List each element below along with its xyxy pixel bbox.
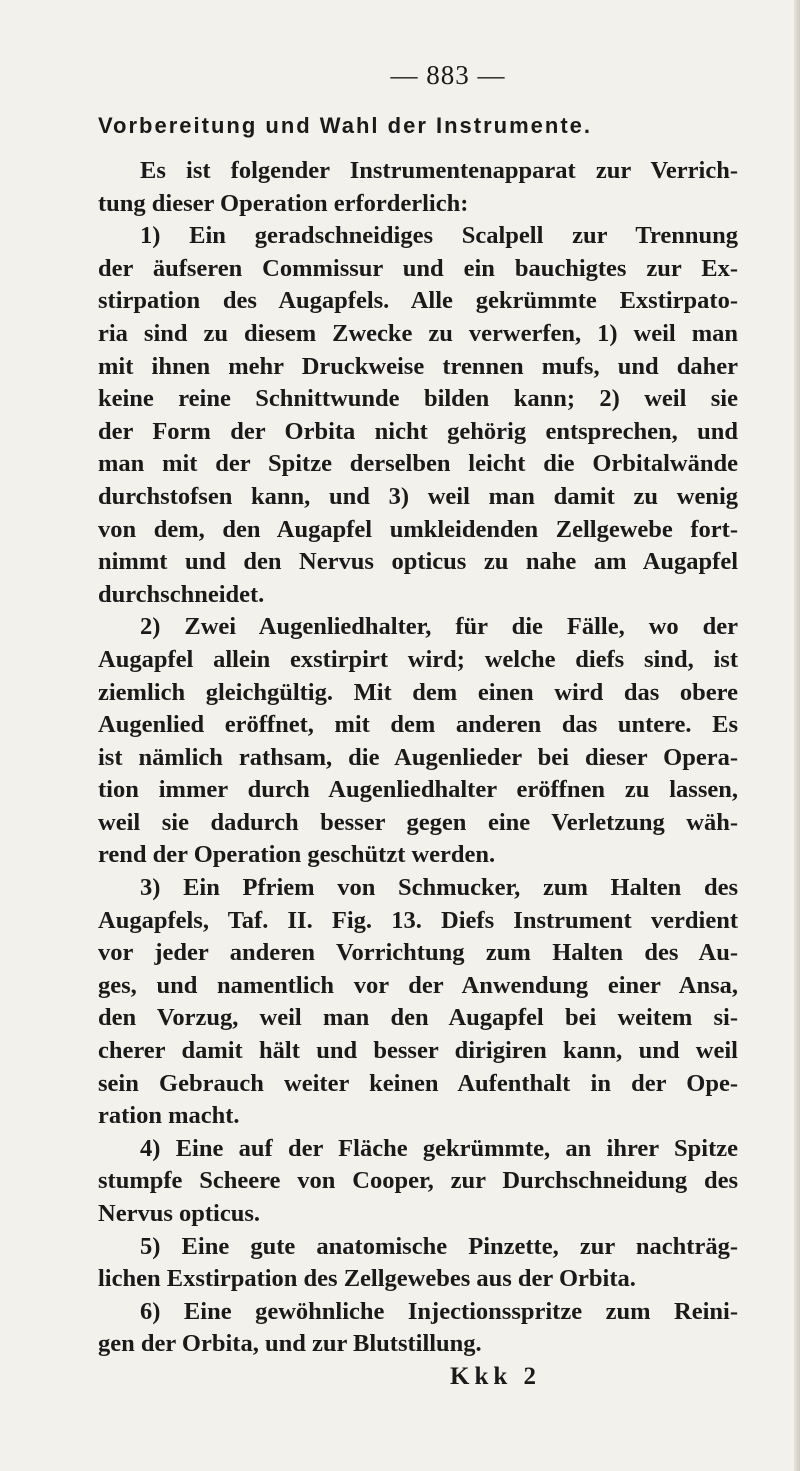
- text-line: sein Gebrauch weiter keinen Aufenthalt in der Ope-: [98, 1069, 738, 1097]
- section-heading: Vorbereitung und Wahl der Instrumente.: [98, 113, 593, 138]
- book-page: [98, 60, 738, 1391]
- text-line: mit ihnen mehr Druckweise trennen mufs, und daher: [98, 352, 738, 380]
- text-line: keine reine Schnittwunde bilden kann; 2) weil sie: [98, 385, 738, 413]
- text-line: der äufseren Commissur und ein bauchigtes zur Ex-: [98, 254, 738, 282]
- text-line: Es ist folgender Instrumentenapparat zur Verrich-: [140, 157, 738, 184]
- printer-signature: Kkk 2: [450, 1362, 542, 1390]
- text-line: ist nämlich rathsam, die Augenlieder bei dieser Opera-: [98, 743, 738, 771]
- text-line: den Vorzug, weil man den Augapfel bei weitem si-: [98, 1004, 738, 1032]
- text-line: tung dieser Operation erforderlich:: [98, 189, 469, 217]
- text-line: man mit der Spitze derselben leicht die Orbitalwände: [98, 450, 738, 478]
- text-line: vor jeder anderen Vorrichtung zum Halten des Au-: [98, 939, 738, 967]
- text-line: Augapfel allein exstirpirt wird; welche diefs sind, ist: [98, 645, 738, 673]
- text-line: stirpation des Augapfels. Alle gekrümmte Exstirpato-: [98, 287, 738, 315]
- text-line: Nervus opticus.: [98, 1200, 260, 1227]
- text-line: gen der Orbita, und zur Blutstillung.: [98, 1330, 482, 1358]
- text-line: durchschneidet.: [98, 580, 265, 608]
- text-line: 1) Ein geradschneidiges Scalpell zur Trennung: [140, 222, 738, 250]
- text-line: ges, und namentlich vor der Anwendung einer Ansa,: [98, 971, 738, 999]
- text-line: rend der Operation geschützt werden.: [98, 841, 496, 869]
- text-line: tion immer durch Augenliedhalter eröffnen zu lassen,: [98, 776, 738, 804]
- text-line: 2) Zwei Augenliedhalter, für die Fälle, wo der: [140, 613, 738, 641]
- text-line: stumpfe Scheere von Cooper, zur Durchschneidung des: [98, 1167, 738, 1195]
- text-line: 6) Eine gewöhnliche Injectionsspritze zum Reini-: [140, 1297, 738, 1325]
- text-line: der Form der Orbita nicht gehörig entsprechen, und: [98, 417, 738, 445]
- text-line: 4) Eine auf der Fläche gekrümmte, an ihrer Spitze: [140, 1134, 738, 1162]
- text-line: 5) Eine gute anatomische Pinzette, zur nachträg-: [140, 1232, 738, 1260]
- text-line: 3) Ein Pfriem von Schmucker, zum Halten des: [140, 874, 738, 902]
- text-line: von dem, den Augapfel umkleidenden Zellgewebe fort-: [98, 515, 738, 543]
- text-line: Augapfels, Taf. II. Fig. 13. Diefs Instrument verdient: [98, 906, 738, 934]
- text-line: cherer damit hält und besser dirigiren kann, und weil: [98, 1037, 738, 1065]
- text-line: lichen Exstirpation des Zellgewebes aus der Orbita.: [98, 1265, 636, 1293]
- text-line: ration macht.: [98, 1102, 240, 1130]
- body-text: [98, 155, 738, 1361]
- text-line: weil sie dadurch besser gegen eine Verletzung wäh-: [98, 808, 738, 836]
- text-line: nimmt und den Nervus opticus zu nahe am Augapfel: [98, 548, 738, 576]
- page-number: — 883 —: [390, 60, 506, 90]
- text-line: ria sind zu diesem Zwecke zu verwerfen, 1) weil man: [98, 319, 738, 347]
- text-line: ziemlich gleichgültig. Mit dem einen wird das obere: [98, 678, 738, 706]
- text-line: Augenlied eröffnet, mit dem anderen das untere. Es: [98, 711, 738, 739]
- text-line: durchstofsen kann, und 3) weil man damit zu wenig: [98, 482, 738, 510]
- page-binding-edge: [794, 0, 800, 1471]
